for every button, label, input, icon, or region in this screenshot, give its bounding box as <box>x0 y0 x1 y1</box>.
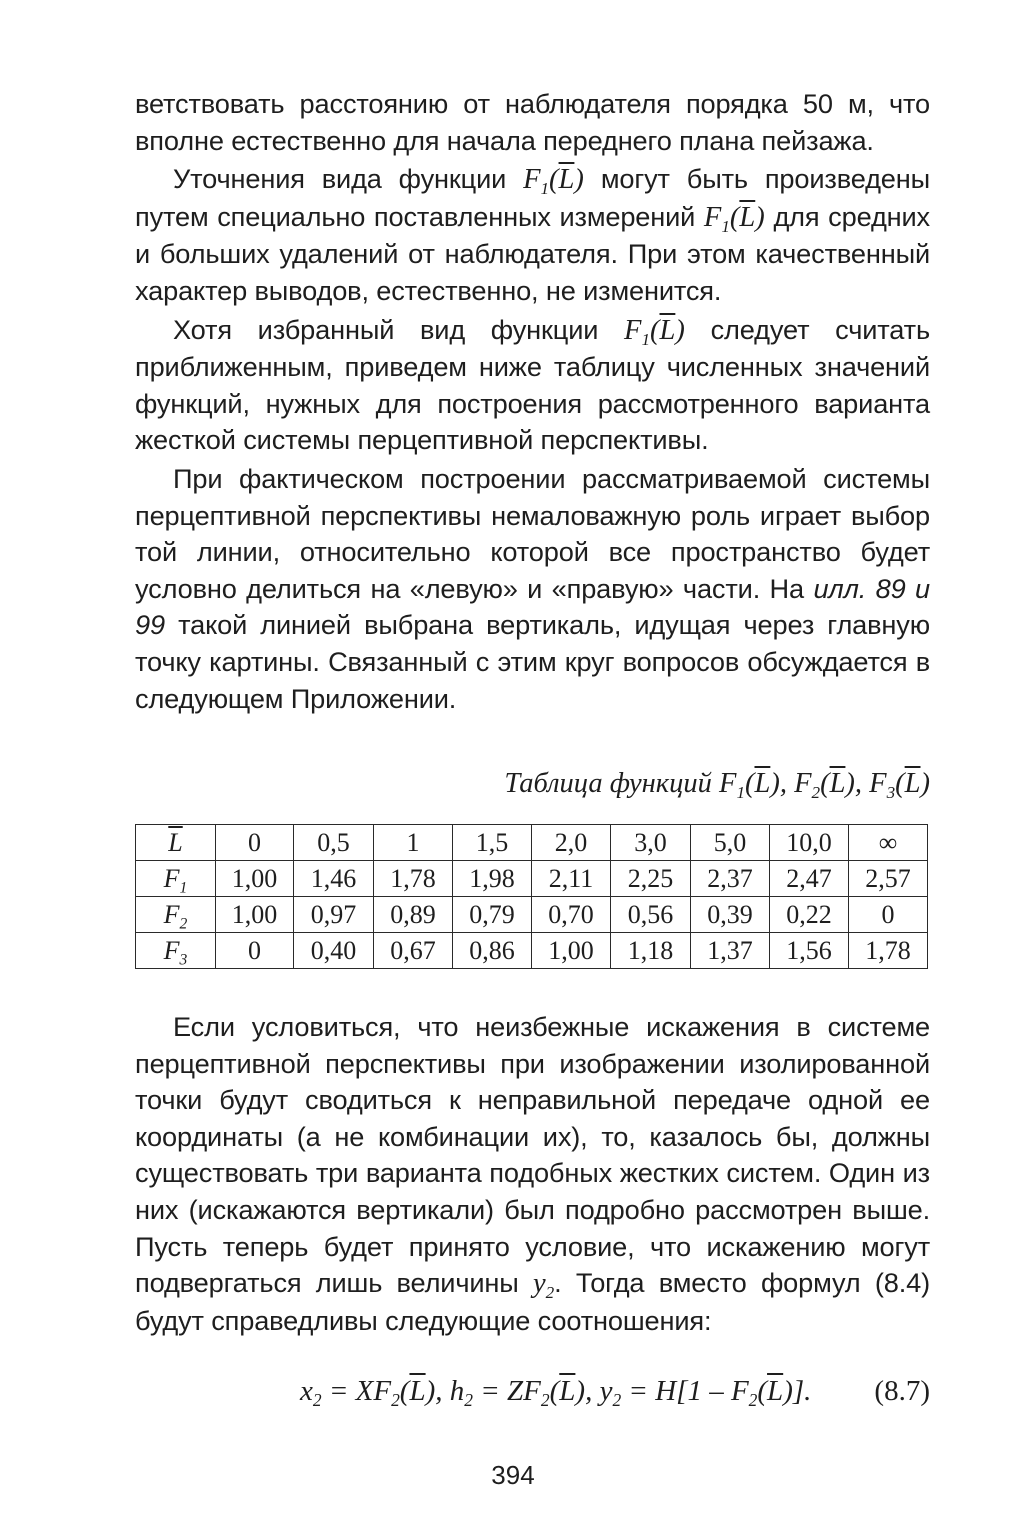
table-cell: 0,86 <box>453 933 532 969</box>
table-cell: 10,0 <box>770 825 849 861</box>
table-caption: Таблица функций $F_1(\overline{L})$, $F_2(\overline{L})$, $F_3(\overline{L})$ <box>504 768 930 802</box>
function-f1-ref: $F_1(\overline{L})$ <box>624 314 685 349</box>
row-label-f1: $F_1$ <box>136 861 216 897</box>
page-number: 394 <box>491 1460 535 1490</box>
table-cell: 2,25 <box>611 861 691 897</box>
formula-8-7: $x_2 = XF_2(\overline{L})$, $h_2 = ZF_2(\overline{L})$, $y_2 = H[1 - F_2(\overline{L})]$. <box>300 1375 812 1411</box>
table-cell: 0 <box>216 825 294 861</box>
table-cell: 0,79 <box>453 897 532 933</box>
table-cell: 2,57 <box>849 861 928 897</box>
table-cell: 0,22 <box>770 897 849 933</box>
table-cell: 5,0 <box>691 825 770 861</box>
table-cell: 3,0 <box>611 825 691 861</box>
table-row-f1 <box>136 861 928 897</box>
table-cell: 0,40 <box>294 933 374 969</box>
table-cell: 2,47 <box>770 861 849 897</box>
table-cell: 0 <box>216 933 294 969</box>
text-block-top <box>135 86 930 717</box>
table-cell: 1,78 <box>849 933 928 969</box>
paragraph-function-refinement: Уточнения вида функции $F_1(\overline{L})$ могут быть произведены путем специально поставленных измерений $F_1(\overline{L})$ для средних и больших удалений от наблюдателя. При этом качественный характер выводов, естественно, не изменится. <box>135 163 931 306</box>
table-cell: 1,98 <box>453 861 532 897</box>
table-row-argument <box>136 825 928 861</box>
paragraph-continued: ветствовать расстоянию от наблюдателя порядка 50 м, что вполне естественно для начала переднего плана пейзажа. <box>135 88 930 156</box>
function-f1-ref: $F_1(\overline{L})$ <box>703 201 765 236</box>
table-cell: 0,67 <box>374 933 453 969</box>
table-cell: 0,56 <box>611 897 691 933</box>
row-label-f3: $F_3$ <box>136 933 216 969</box>
paragraph-table-intro: Хотя избранный вид функции $F_1(\overline{L})$ следует считать приближенным, приведем ниже таблицу численных значений функций, нужных для построения рассмотренного варианта жесткой системы перцептивной перспективы. <box>135 313 930 456</box>
table-cell: 1,00 <box>216 897 294 933</box>
table-cell: ∞ <box>849 825 928 861</box>
table-cell: 0,89 <box>374 897 453 933</box>
paragraph-rigid-systems: Если условиться, что неизбежные искажения в системе перцептивной перспективы при изображении изолированной точки будут сводиться к неправильной передаче одной ее координаты (а не комбинации их), то, казалось бы, должны существовать три варианта подобных жестких систем. Один из них (искажаются вертикали) был подробно рассмотрен выше. Пусть теперь будет принято условие, что искажению могут подвергаться лишь величины $y_2$. Тогда вместо формул (8.4) будут справедливы следующие соотношения: <box>135 1011 930 1336</box>
variable-y2: $y_2$ <box>532 1268 555 1303</box>
table-cell: 0 <box>849 897 928 933</box>
function-values-table <box>135 824 928 969</box>
table-row-f2 <box>136 897 928 933</box>
table-cell: 1,00 <box>216 861 294 897</box>
table-cell: 1,18 <box>611 933 691 969</box>
row-label-f2: $F_2$ <box>136 897 216 933</box>
function-f1-ref: $F_1(\overline{L})$ <box>523 164 584 199</box>
table-cell: 2,37 <box>691 861 770 897</box>
formula-number: (8.7) <box>874 1375 930 1407</box>
row-label-l: $\overline{L}$ <box>136 825 216 861</box>
table-cell: 1,5 <box>453 825 532 861</box>
table-cell: 1,00 <box>532 933 611 969</box>
paragraph-construction: При фактическом построении рассматриваемой системы перцептивной перспективы немаловажную роль играет выбор той линии, относительно которой все пространство будет условно делиться на «левую» и «правую» части. На илл. 89 и 99 такой линией выбрана вертикаль, идущая через главную точку картины. Связанный с этим круг вопросов обсуждается в следующем Приложении. <box>135 462 930 714</box>
table-cell: 0,70 <box>532 897 611 933</box>
table-cell: 1,56 <box>770 933 849 969</box>
table-cell: 1 <box>374 825 453 861</box>
table-row-f3 <box>136 933 928 969</box>
table-cell: 0,39 <box>691 897 770 933</box>
table-cell: 1,37 <box>691 933 770 969</box>
table-cell: 0,97 <box>294 897 374 933</box>
table-cell: 2,0 <box>532 825 611 861</box>
text-block-bottom <box>135 1009 930 1339</box>
illustration-reference: илл. 89 и 99 <box>135 572 930 641</box>
table-cell: 2,11 <box>532 861 611 897</box>
table-cell: 1,78 <box>374 861 453 897</box>
table-cell: 1,46 <box>294 861 374 897</box>
table-cell: 0,5 <box>294 825 374 861</box>
